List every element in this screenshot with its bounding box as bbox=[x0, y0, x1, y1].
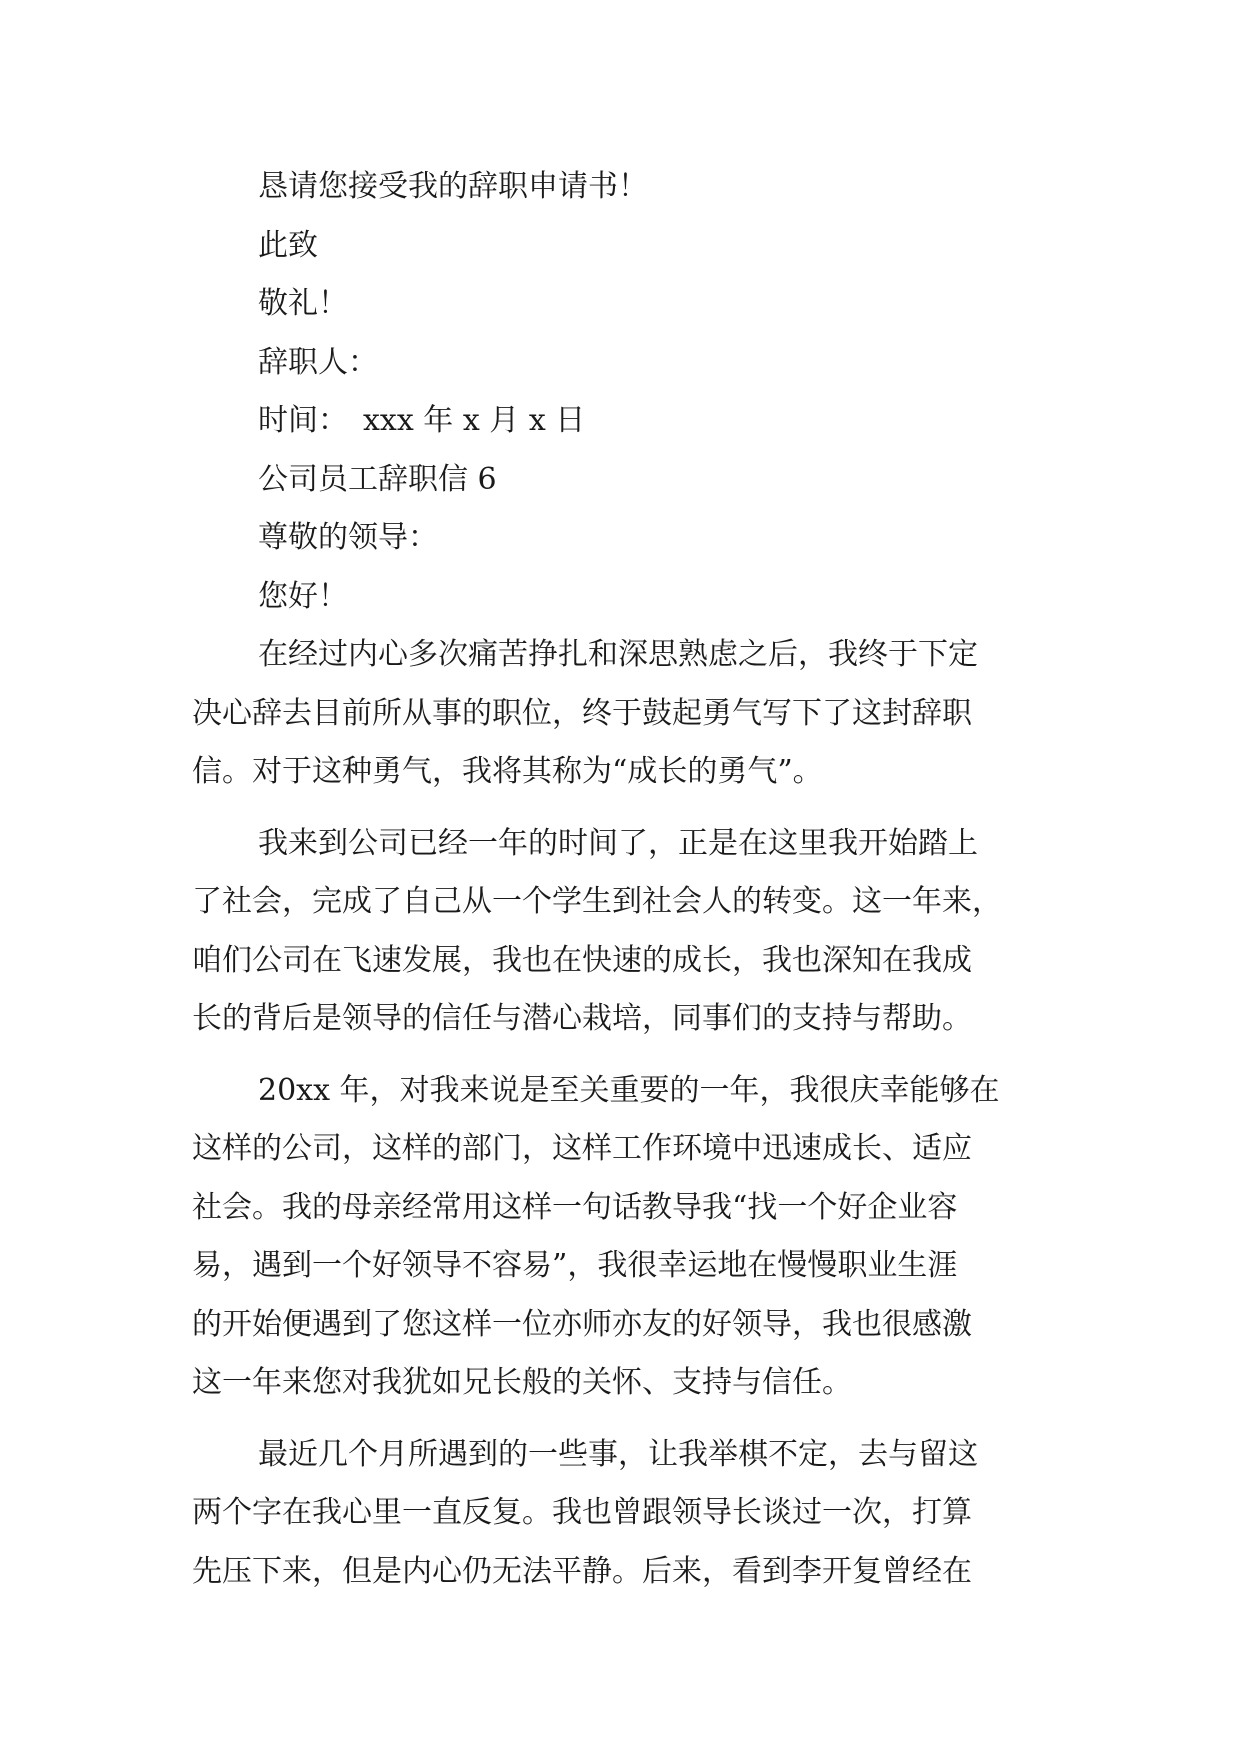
salutation-jingli: 敬礼！ bbox=[258, 286, 348, 321]
paragraph-line: 社会。我的母亲经常用这样一句话教导我“找一个好企业容 bbox=[192, 1189, 958, 1225]
paragraph-line: 两个字在我心里一直反复。我也曾跟领导长谈过一次，打算 bbox=[192, 1495, 972, 1530]
paragraph-line: 最近几个月所遇到的一些事，让我举棋不定，去与留这 bbox=[258, 1436, 978, 1472]
section-title: 公司员工辞职信 6 bbox=[258, 461, 497, 497]
greeting-hello: 您好！ bbox=[258, 578, 348, 614]
closing-request-line: 恳请您接受我的辞职申请书！ bbox=[258, 169, 648, 204]
paragraph-line: 先压下来，但是内心仍无法平静。后来，看到李开复曾经在 bbox=[192, 1553, 972, 1589]
paragraph-line: 的开始便遇到了您这样一位亦师亦友的好领导，我也很感激 bbox=[192, 1306, 972, 1342]
salutation-cizhi: 此致 bbox=[258, 227, 318, 263]
document-body bbox=[192, 158, 1058, 1601]
date-line: 时间： xxx 年 x 月 x 日 bbox=[258, 403, 586, 438]
greeting-recipient: 尊敬的领导： bbox=[258, 520, 438, 555]
paragraph-3 bbox=[192, 1062, 1058, 1413]
paragraph-line: 在经过内心多次痛苦挣扎和深思熟虑之后，我终于下定 bbox=[258, 637, 978, 672]
paragraph-line: 这一年来您对我犹如兄长般的关怀、支持与信任。 bbox=[192, 1365, 852, 1400]
paragraph-line: 20xx 年，对我来说是至关重要的一年，我很庆幸能够在 bbox=[258, 1072, 1000, 1108]
paragraph-2 bbox=[192, 815, 1058, 1049]
paragraph-line: 了社会，完成了自己从一个学生到社会人的转变。这一年来， bbox=[192, 884, 1002, 919]
paragraph-line: 这样的公司，这样的部门，这样工作环境中迅速成长、适应 bbox=[192, 1131, 972, 1166]
paragraph-line: 咱们公司在飞速发展，我也在快速的成长，我也深知在我成 bbox=[192, 942, 972, 978]
paragraph-line: 易，遇到一个好领导不容易”，我很幸运地在慢慢职业生涯 bbox=[192, 1248, 958, 1283]
paragraph-4 bbox=[192, 1426, 1058, 1602]
signature-line: 辞职人： bbox=[258, 344, 378, 380]
paragraph-line: 决心辞去目前所从事的职位，终于鼓起勇气写下了这封辞职 bbox=[192, 695, 972, 731]
paragraph-1 bbox=[192, 626, 1058, 802]
paragraph-line: 长的背后是领导的信任与潜心栽培，同事们的支持与帮助。 bbox=[192, 1001, 972, 1036]
paragraph-line: 信。对于这种勇气，我将其称为“成长的勇气”。 bbox=[192, 754, 823, 789]
paragraph-line: 我来到公司已经一年的时间了，正是在这里我开始踏上 bbox=[258, 825, 978, 861]
